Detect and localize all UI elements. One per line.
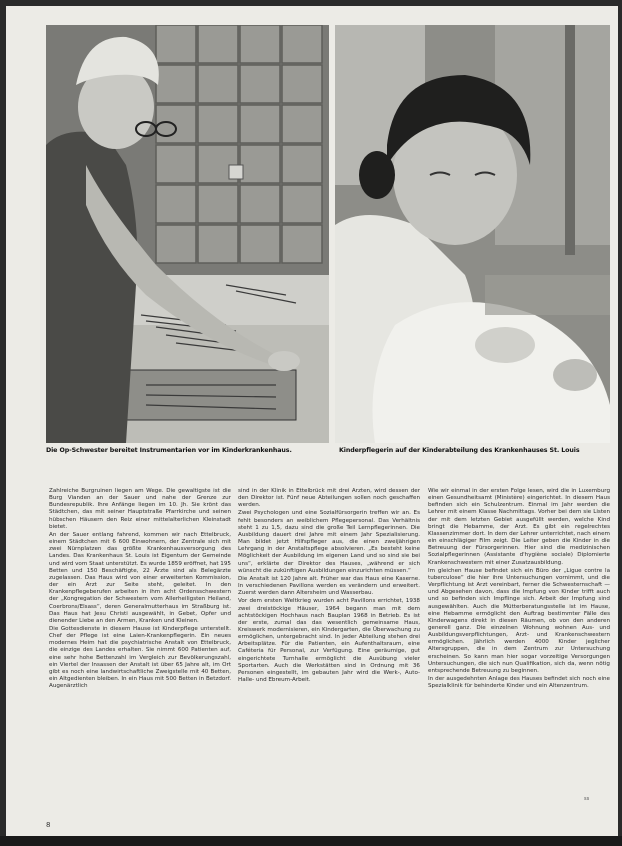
- paragraph: Vor dem ersten Weltkrieg wurden acht Pavillons errichtet, 1938 zwei dreistöckige Häuser, 1964 begann man mit dem achtstöckigen Hochhaus nach Bauplan 1968 in Betrieb. Es ist der erste, zumal das das wesentlich gemeinsame Haus, Kreiswerk modernisieren, ein Kindergarten, die Überwachung zu ermöglichen, untergebracht sind. In jeder Abteilung stehen drei Arbeitsplätze. Für die Patienten, ein Aufenthaltsraum, eine Caféteria für Personal, zur Verfügung. Eine geräumige, gut eingerichtete Turnhalle ermöglicht die Ausübung vieler Sportarten. Auch die Werkstätten sind in Ordnung mit 36 Personen eingestellt, im gebauten Jahr wird die Werk-, Auto-Halle- und Ebreum-Arbeit.: [238, 598, 420, 684]
- caption-left: Die Op-Schwester bereitet Instrumentarien vor im Kinderkrankenhaus.: [46, 447, 292, 454]
- paragraph: Im gleichen Hause befindet sich ein Büro der „Ligue contre la tuberculose“ die hier ihre Untersuchungen vornimmt, und die Verpflichtung ist Arzt vereinbart, ferner die Schwesternschaft — und Abgesehen davon, dass die Impfung von Kinder trifft auch und so befinden sich Impflinge sich. Arbeit der Impfung sind ausgewählten. Auch die Mütterberatungsstelle ist im Hause, eine Hebamme ermöglicht den Auftrag bestimmter Fälle des Kinderwagens direkt in diesen Räumen, ob von den anderen generell ganz. Die einzelnen Wohnung wohnen Aus- und Ausbildungsverpflichtungen, Arzt- und Krankenschwestern ermöglichen. Jährlich werden 4000 Kinder jeglicher Altersgruppen, die in dem Zentrum zur Untersuchung erscheinen. So kann man hier sogar vorzeitige Versorgungen Untersuchungen, die sich nun Qualifikation, sich da, wenn nötig entsprechende Betreuung zu beginnen.: [428, 567, 610, 674]
- operating-nurse-image: [46, 25, 329, 443]
- page-number: 8: [46, 821, 51, 829]
- paragraph: Zahlreiche Burgruinen liegen am Wege. Die gewaltigste ist die Burg Vianden an der Sauer und nahe der Grenze zur Bundesrepublik. Ihre Anfänge liegen im 10. Jh. Sie krönt das Städtchen, das mit seiner Hauptstraße Pfarrkirche und seinen hübschen Häusern den Reiz einer mittelalterlichen Kleinstadt bietet.: [49, 488, 231, 530]
- photo-operating-nurse: [46, 25, 329, 443]
- magazine-page: [6, 6, 618, 836]
- scan-border: [0, 836, 622, 846]
- paragraph: sind in der Klinik in Ettelbrück mit drei Ärzten, wird dessen der den Direktor ist. Fünf neue Abteilungen sollen noch geschaffen werden.: [238, 488, 420, 509]
- text-column-3: [428, 488, 610, 823]
- paragraph: In der ausgedehnten Anlage des Hauses befindet sich noch eine Spezialklinik für behinderte Kinder und ein Altenzentrum.: [428, 676, 610, 690]
- paragraph: Wie wir einmal in der ersten Folge lesen, wird die in Luxemburg einen Gesundheitsamt (Ministère) eingerichtet. In diesem Haus befinden sich ein Schulzentrum. Einmal im Jahr werden die Lehrer mit einem Klasse Nachmittags. Vorher bei dem sie Listen der mit dem letzten Gebiet ausgefüllt werden, welche Kind bringt die Hebamme, der Arzt. Es gibt ein regelrechtes Klassenzimmer dort. In dem der Lehrer unterrichtet, nach einem ein einschlägiger Film zeigt. Die Leiter geben die Kinder in die Betreuung der Fürsorgerinnen. Hier sind die medizinischen Sozialpflegerinnen (Assistante d'hygiène sociale) Diplomierte Krankenschwestern mit einer Zusatzausbildung.: [428, 488, 610, 566]
- text-column-1: [49, 488, 231, 823]
- paragraph: Zwei Psychologen und eine Sozialfürsorgerin treffen wir an. Es fehlt besonders an weiblichem Pflegepersonal. Das Verhältnis steht 1 zu 1,5, dazu sind die große Teil Lernpflegerinnen. Die Ausbildung dauert drei Jahre mit einem Jahr Spezialisierung. Man bildet jetzt Hilfspfleger aus, die einen zweijährigen Lehrgang in der Anstaltspflege absolvieren. „Es besteht keine Möglichkeit der Ausbildung im eigenen Land und so sind sie bei uns“, erklärte der Direktor des Hauses, „während er sich wünscht die zukünftigen Ausbildungen einzurichten müssen.“: [238, 510, 420, 574]
- caption-right: Kinderpflegerin auf der Kinderabteilung des Krankenhauses St. Louis: [339, 447, 580, 454]
- pediatric-nurse-image: [335, 25, 610, 443]
- paragraph: An der Sauer entlang fahrend, kommen wir nach Ettelbruck, einem Städtchen mit 6 600 Einwohnern, der Zentrale sich mit zwei Nürnplatzen das größte Krankenhausversorgung des Landes. Das Krankenhaus St. Louis ist Eigentum der Gemeinde und wird vom Staat unterstützt. Es wurde 1859 eröffnet, hat 195 Betten und 150 Beschäftigte, 22 Ärzte sind als Belegärzte zugelassen. Das Haus wird von einer erweiterten Kommission, der ein Arzt zur Seite steht, geleitet. In den Krankenpflegeberufen arbeiten in ihm acht Ordensschwestern der „Kongregation der Schwestern vom Allerheiligsten Heiland, Coerbrons/Elsass“, deren Generalmutterhaus im Straßburg ist. Das Haus hat Jesu Christi ausgewählt, in Gebet, Opfer und dienender Liebe an den Armen, Kranken und Kleinen.: [49, 531, 231, 624]
- paragraph: Die Gottesdienste in diesem Hause ist Kinderpflege unterstellt. Chef der Pflege ist eine Laien-Krankenpflegerin. Ein neues modernes Heim hat die psychiatrische Anstalt von Ettelbruck, die einzige des Landes erhalten. Sie nimmt 600 Patienten auf, eine sehr hohe Bettenzahl im Vergleich zur Bevölkerungszahl, ein Viertel der Insassen der Anstalt ist über 65 Jahre alt, im Ort gibt es noch eine landwirtschaftliche Zweigstelle mit 40 Betten, ein Altgedienten bleiben. In ein Haus mit 500 Betten in Betzdorf. Augenärztlich: [49, 625, 231, 690]
- paragraph: Die Anstalt ist 120 Jahre alt. Früher war das Haus eine Kaserne. In verschiedenen Pavillons werden es verändern und erweitert. Zuerst werden dann Altersheim und Wasserbau.: [238, 575, 420, 597]
- corner-mark: ss: [584, 796, 590, 802]
- photo-pediatric-nurse: [335, 25, 610, 443]
- text-column-2: [238, 488, 420, 823]
